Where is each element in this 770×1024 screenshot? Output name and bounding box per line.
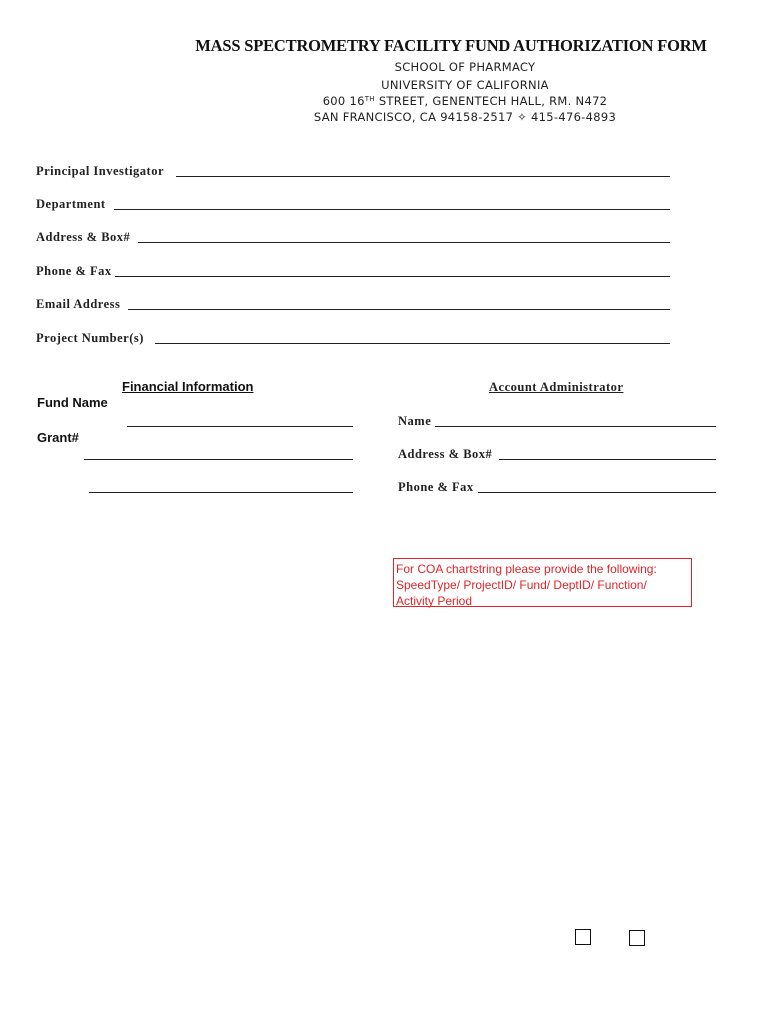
address-input-line[interactable] <box>138 242 670 243</box>
street-suffix: TH <box>364 95 375 103</box>
grant-input-line-2[interactable] <box>89 492 353 493</box>
phone-fax-input-line[interactable] <box>115 276 670 277</box>
address-label: Address & Box# <box>36 230 131 244</box>
street-rest: STREET, GENENTECH HALL, RM. N472 <box>374 94 608 108</box>
coa-note-box <box>393 558 692 607</box>
admin-address-input-line[interactable] <box>499 459 716 460</box>
department-label: Department <box>36 197 106 211</box>
coa-note-line-3: Activity Period <box>396 594 473 608</box>
account-admin-heading: Account Administrator <box>489 380 624 394</box>
admin-name-label: Name <box>398 414 432 428</box>
pi-label: Principal Investigator <box>36 164 165 178</box>
coa-note-line-2: SpeedType/ ProjectID/ Fund/ DeptID/ Function/ <box>396 578 647 592</box>
university-name: UNIVERSITY OF CALIFORNIA <box>381 78 549 92</box>
grant-label: Grant# <box>37 430 79 445</box>
city-phone-line: SAN FRANCISCO, CA 94158-2517 ✧ 415-476-4893 <box>313 110 617 124</box>
street-address <box>0 94 770 108</box>
department-input-line[interactable] <box>114 209 670 210</box>
fund-name-input-line[interactable] <box>127 426 353 427</box>
email-label: Email Address <box>36 297 121 311</box>
admin-phone-label: Phone & Fax <box>398 480 474 494</box>
phone-fax-label: Phone & Fax <box>36 264 112 278</box>
street-prefix: 600 16 <box>322 94 365 108</box>
admin-address-label: Address & Box# <box>398 447 493 461</box>
grant-input-line[interactable] <box>84 459 353 460</box>
coa-note-line-1: For COA chartstring please provide the following: <box>396 562 657 576</box>
financial-info-heading: Financial Information <box>122 379 254 394</box>
admin-phone-input-line[interactable] <box>478 492 716 493</box>
pi-input-line[interactable] <box>176 176 670 177</box>
checkbox-1[interactable] <box>575 929 591 945</box>
checkbox-2[interactable] <box>629 930 645 946</box>
project-number-input-line[interactable] <box>155 343 670 344</box>
admin-name-input-line[interactable] <box>435 426 716 427</box>
form-title: MASS SPECTROMETRY FACILITY FUND AUTHORIZATION FORM <box>195 36 707 55</box>
project-number-label: Project Number(s) <box>36 331 144 345</box>
email-input-line[interactable] <box>128 309 670 310</box>
fund-name-label: Fund Name <box>37 395 108 410</box>
school-name: SCHOOL OF PHARMACY <box>394 60 536 74</box>
